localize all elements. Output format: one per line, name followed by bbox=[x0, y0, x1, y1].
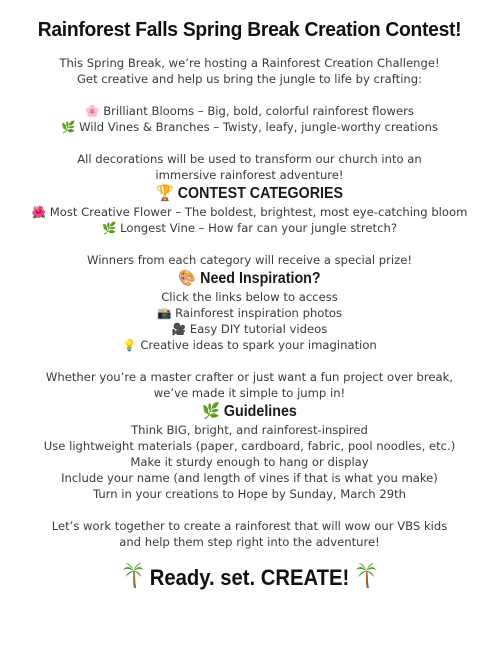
intro-line: Get creative and help us bring the jungle to life by crafting: bbox=[76, 72, 423, 86]
section-heading-categories bbox=[20, 183, 479, 204]
link-text[interactable]: Creative ideas to spark your imagination bbox=[140, 338, 377, 352]
lightbulb-icon: 💡 bbox=[122, 338, 137, 352]
heading-text: Need Inspiration? bbox=[200, 270, 321, 287]
church-note-line: immersive rainforest adventure! bbox=[155, 168, 344, 182]
link-text[interactable]: Rainforest inspiration photos bbox=[175, 306, 343, 320]
section-heading-inspiration bbox=[20, 268, 479, 289]
blossom-icon: 🌸 bbox=[85, 104, 100, 118]
video-camera-icon: 🎥 bbox=[171, 322, 187, 336]
guideline-item: Make it sturdy enough to hang or display bbox=[130, 455, 369, 469]
palm-tree-icon bbox=[355, 562, 377, 595]
church-note-line: All decorations will be used to transform our church into an bbox=[77, 152, 422, 166]
guideline-item: Include your name (and length of vines if that is what you make) bbox=[61, 471, 438, 485]
guideline-item: Think BIG, bright, and rainforest-inspired bbox=[131, 423, 368, 437]
category-text: Most Creative Flower – The boldest, brightest, most eye-catching bloom bbox=[49, 205, 468, 219]
craft-item-vines bbox=[0, 119, 499, 135]
crafter-note-line: we’ve made it simple to jump in! bbox=[153, 386, 346, 400]
closing-line: Let’s work together to create a rainforest that will wow our VBS kids bbox=[51, 519, 448, 533]
heading-text: Guidelines bbox=[223, 403, 297, 420]
palm-tree-icon bbox=[122, 562, 144, 595]
category-text: Longest Vine – How far can your jungle stretch? bbox=[120, 221, 397, 235]
herb-icon: 🌿 bbox=[202, 402, 220, 420]
link-text[interactable]: Easy DIY tutorial videos bbox=[189, 322, 328, 336]
closing-line: and help them step right into the adventure! bbox=[119, 535, 380, 549]
page-title: Rainforest Falls Spring Break Creation Contest! bbox=[37, 18, 462, 41]
heading-text: CONTEST CATEGORIES bbox=[177, 185, 344, 202]
category-item bbox=[0, 204, 499, 220]
camera-icon: 📸 bbox=[156, 306, 172, 320]
prize-note: Winners from each category will receive a special prize! bbox=[86, 253, 412, 267]
guideline-item: Use lightweight materials (paper, cardboard, fabric, pool noodles, etc.) bbox=[43, 439, 456, 453]
final-text: Ready. set. CREATE! bbox=[149, 565, 350, 590]
intro-line: This Spring Break, we’re hosting a Rainforest Creation Challenge! bbox=[59, 56, 440, 70]
herb-icon: 🌿 bbox=[60, 120, 76, 134]
craft-item-text: Brilliant Blooms – Big, bold, colorful rainforest flowers bbox=[103, 104, 414, 118]
category-item bbox=[0, 220, 499, 236]
palette-icon: 🎨 bbox=[178, 269, 197, 287]
inspiration-link-ideas[interactable] bbox=[0, 337, 499, 353]
inspiration-link-videos[interactable] bbox=[0, 321, 499, 337]
craft-item-blooms bbox=[0, 103, 499, 119]
trophy-icon: 🏆 bbox=[155, 184, 174, 202]
guideline-item: Turn in your creations to Hope by Sunday, March 29th bbox=[93, 487, 406, 501]
inspiration-link-photos[interactable] bbox=[0, 305, 499, 321]
section-heading-guidelines bbox=[20, 401, 479, 422]
inspiration-intro: Click the links below to access bbox=[161, 290, 338, 304]
herb-icon: 🌿 bbox=[102, 221, 117, 235]
crafter-note-line: Whether you’re a master crafter or just want a fun project over break, bbox=[45, 370, 454, 384]
call-to-action bbox=[20, 562, 479, 595]
hibiscus-icon: 🌺 bbox=[31, 205, 47, 219]
craft-item-text: Wild Vines & Branches – Twisty, leafy, jungle-worthy creations bbox=[79, 120, 439, 134]
